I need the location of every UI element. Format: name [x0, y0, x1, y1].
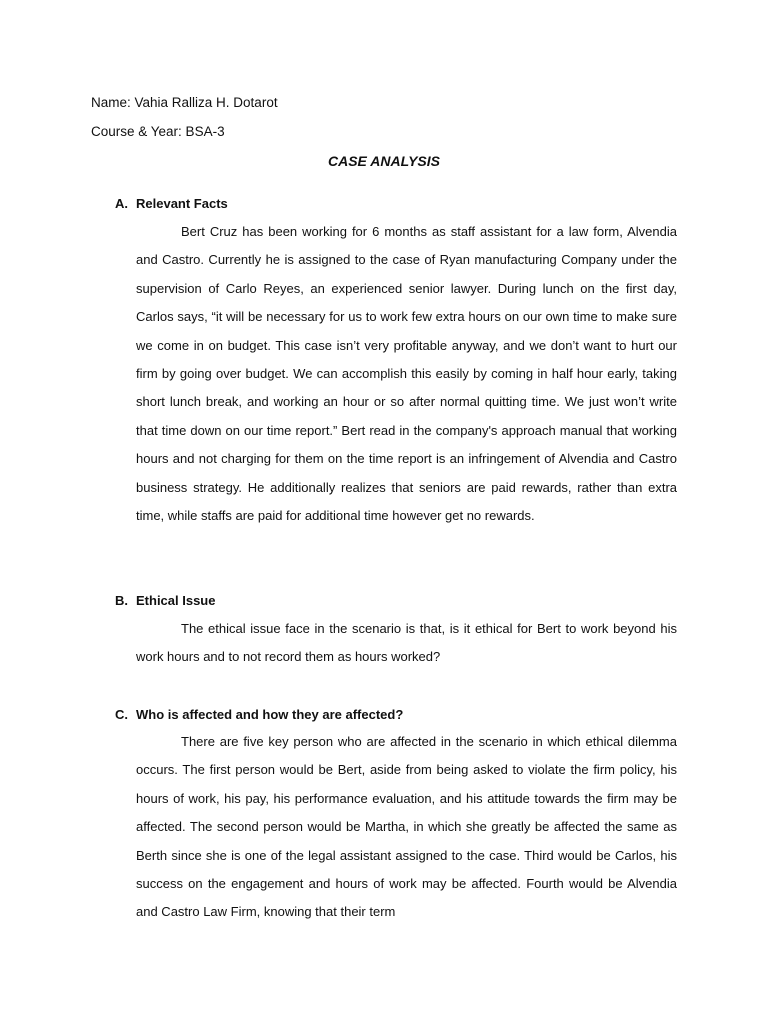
section-body-who-is-affected: There are five key person who are affected in the scenario in which ethical dilemma occurs. The first person would be Bert, aside from being asked to violate the firm policy, his hours of work, his pay, his performance evaluation, and his attitude towards the firm may be affected. The second person would be Martha, in which she greatly be affected the same as Berth since she is one of the legal assistant assigned to the case. Third would be Carlos, his success on the engagement and hours of work may be affected. Fourth would be Alvendia and Castro Law Firm, knowing that their term [136, 734, 677, 920]
section-heading-relevant-facts [115, 195, 228, 213]
section-heading-label: Ethical Issue [136, 593, 216, 608]
student-name: Name: Vahia Ralliza H. Dotarot [91, 95, 278, 110]
document-title: CASE ANALYSIS [327, 153, 440, 169]
course-year: Course & Year: BSA-3 [91, 124, 225, 139]
section-heading-ethical-issue [115, 592, 215, 610]
section-body-relevant-facts: Bert Cruz has been working for 6 months as staff assistant for a law form, Alvendia and Castro. Currently he is assigned to the case of Ryan manufacturing Company under the supervision of Carlo Reyes, an experienced senior lawyer. During lunch on the first day, Carlos says, “it will be necessary for us to work few extra hours on our own time to make sure we come in on budget. This case isn’t very profitable anyway, and we don’t want to hurt our firm by going over budget. We can accomplish this easily by coming in half hour early, taking short lunch break, and working an hour or so after normal quitting time. We just won’t write that time down on our time report.” Bert read in the company's approach manual that working hours and not charging for them on the time report is an infringement of Alvendia and Castro business strategy. He additionally realizes that seniors are paid rewards, rather than extra time, while staffs are paid for additional time however get no rewards. [136, 224, 677, 524]
section-marker: C. [115, 707, 128, 722]
section-heading-label: Relevant Facts [136, 196, 228, 211]
section-heading-label: Who is affected and how they are affected? [136, 707, 404, 722]
section-marker: A. [115, 196, 128, 211]
section-marker: B. [115, 593, 128, 608]
section-heading-who-is-affected [115, 706, 403, 724]
section-body-ethical-issue: The ethical issue face in the scenario is that, is it ethical for Bert to work beyond his work hours and to not record them as hours worked? [136, 621, 677, 665]
